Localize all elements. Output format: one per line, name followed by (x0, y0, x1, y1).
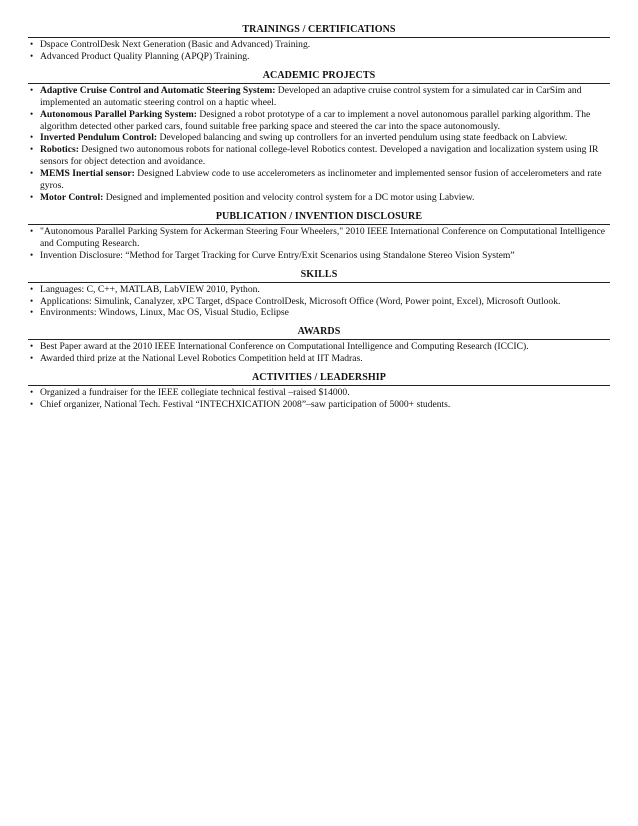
section-divider (28, 37, 610, 38)
section-title: ACADEMIC PROJECTS (262, 69, 376, 81)
bullet-icon: • (30, 283, 34, 294)
item-text: Designed two autonomous robots for national college-level Robotics contest. Developed a navigation and localization system using IR sensors for object detection and avoidance. (40, 144, 599, 168)
section-title: ACTIVITIES / LEADERSHIP (251, 372, 386, 384)
bullet-icon: • (30, 144, 34, 155)
bullet-icon: • (30, 84, 34, 95)
section-awards (28, 326, 610, 365)
section-title: PUBLICATION / INVENTION DISCLOSURE (215, 210, 423, 222)
section-divider (28, 385, 610, 386)
list-item (28, 192, 610, 204)
section-divider (28, 83, 610, 84)
section-divider (28, 282, 610, 283)
list-item (28, 144, 610, 168)
list-item (28, 387, 610, 399)
item-text: Developed balancing and swing up controllers for an inverted pendulum using state feedback on Labview. (157, 132, 568, 144)
item-text: "Autonomous Parallel Parking System for Ackerman Steering Four Wheelers," 2010 IEEE International Conference on Computational Intelligence and Computing Research. (40, 225, 606, 249)
section-activities-leadership (28, 372, 610, 411)
bullet-icon: • (30, 399, 34, 410)
section-list (28, 85, 610, 204)
item-text: Developed an adaptive cruise control system for a simulated car in CarSim and implemented an automatic steering control on a haptic wheel. (40, 84, 582, 108)
bullet-icon: • (30, 387, 34, 398)
section-title: TRAININGS / CERTIFICATIONS (242, 24, 396, 35)
bullet-icon: • (30, 249, 34, 260)
item-text: Invention Disclosure: “Method for Target Tracking for Curve Entry/Exit Scenarios using Standalone Stereo Vision System” (40, 249, 515, 261)
bullet-icon: • (30, 225, 34, 236)
section-academic-projects (28, 70, 610, 204)
list-item (28, 39, 610, 51)
list-item (28, 307, 610, 319)
item-lead: Inverted Pendulum Control: (40, 132, 158, 144)
list-item (28, 132, 610, 144)
bullet-icon: • (30, 132, 34, 143)
item-text: Designed Labview code to use accelerometers as inclinometer and implemented sensor fusion of accelerometers and rate gyros. (40, 168, 602, 192)
section-publication-invention (28, 211, 610, 262)
bullet-icon: • (30, 191, 34, 202)
item-text: Awarded third prize at the National Level Robotics Competition held at IIT Madras. (40, 353, 363, 365)
list-item (28, 85, 610, 109)
section-trainings-certifications (28, 24, 610, 63)
list-item (28, 353, 610, 365)
list-item (28, 341, 610, 353)
item-text: Languages: C, C++, MATLAB, LabVIEW 2010, Python. (40, 283, 260, 295)
item-text: Best Paper award at the 2010 IEEE International Conference on Computational Intelligence and Computing Research (ICCIC). (40, 341, 529, 353)
bullet-icon: • (30, 39, 34, 49)
section-divider (28, 339, 610, 340)
section-list (28, 284, 610, 320)
bullet-icon: • (30, 353, 34, 364)
item-text: Advanced Product Quality Planning (APQP) Training. (40, 50, 250, 62)
item-text: Chief organizer, National Tech. Festival “INTECHXICATION 2008”–saw participation of 5000+ students. (40, 399, 451, 411)
section-title: SKILLS (300, 268, 338, 280)
bullet-icon: • (30, 307, 34, 318)
list-item (28, 284, 610, 296)
item-lead: Adaptive Cruise Control and Automatic Steering System: (40, 84, 276, 96)
list-item (28, 250, 610, 262)
bullet-icon: • (30, 50, 34, 61)
list-item (28, 168, 610, 192)
item-lead: MEMS Inertial sensor: (40, 168, 135, 180)
item-lead: Autonomous Parallel Parking System: (40, 108, 197, 120)
bullet-icon: • (30, 168, 34, 179)
section-list (28, 39, 610, 63)
item-text: Dspace ControlDesk Next Generation (Basic and Advanced) Training. (40, 39, 311, 50)
list-item (28, 51, 610, 63)
item-text: Environments: Windows, Linux, Mac OS, Visual Studio, Eclipse (40, 307, 289, 319)
item-text: Applications: Simulink, Canalyzer, xPC Target, dSpace ControlDesk, Microsoft Office (Word, Power point, Excel), Microsoft Outlook. (40, 295, 561, 307)
section-list (28, 226, 610, 262)
section-skills (28, 269, 610, 320)
item-text: Organized a fundraiser for the IEEE collegiate technical festival –raised $14000. (40, 387, 350, 399)
bullet-icon: • (30, 295, 34, 306)
list-item (28, 399, 610, 411)
list-item (28, 226, 610, 250)
item-lead: Motor Control: (40, 191, 104, 203)
list-item (28, 109, 610, 133)
section-list (28, 341, 610, 365)
bullet-icon: • (30, 341, 34, 352)
bullet-icon: • (30, 108, 34, 119)
item-text: Designed and implemented position and velocity control system for a DC motor using Labview. (103, 191, 475, 203)
item-lead: Robotics: (40, 144, 79, 156)
section-title: AWARDS (297, 326, 341, 338)
section-list (28, 387, 610, 411)
section-divider (28, 224, 610, 225)
list-item (28, 296, 610, 308)
item-text: Designed a robot prototype of a car to implement a novel autonomous parallel parking algorithm. The algorithm detected other parked cars, found suitable free parking space and steered the car into the space autonomously. (40, 108, 591, 132)
